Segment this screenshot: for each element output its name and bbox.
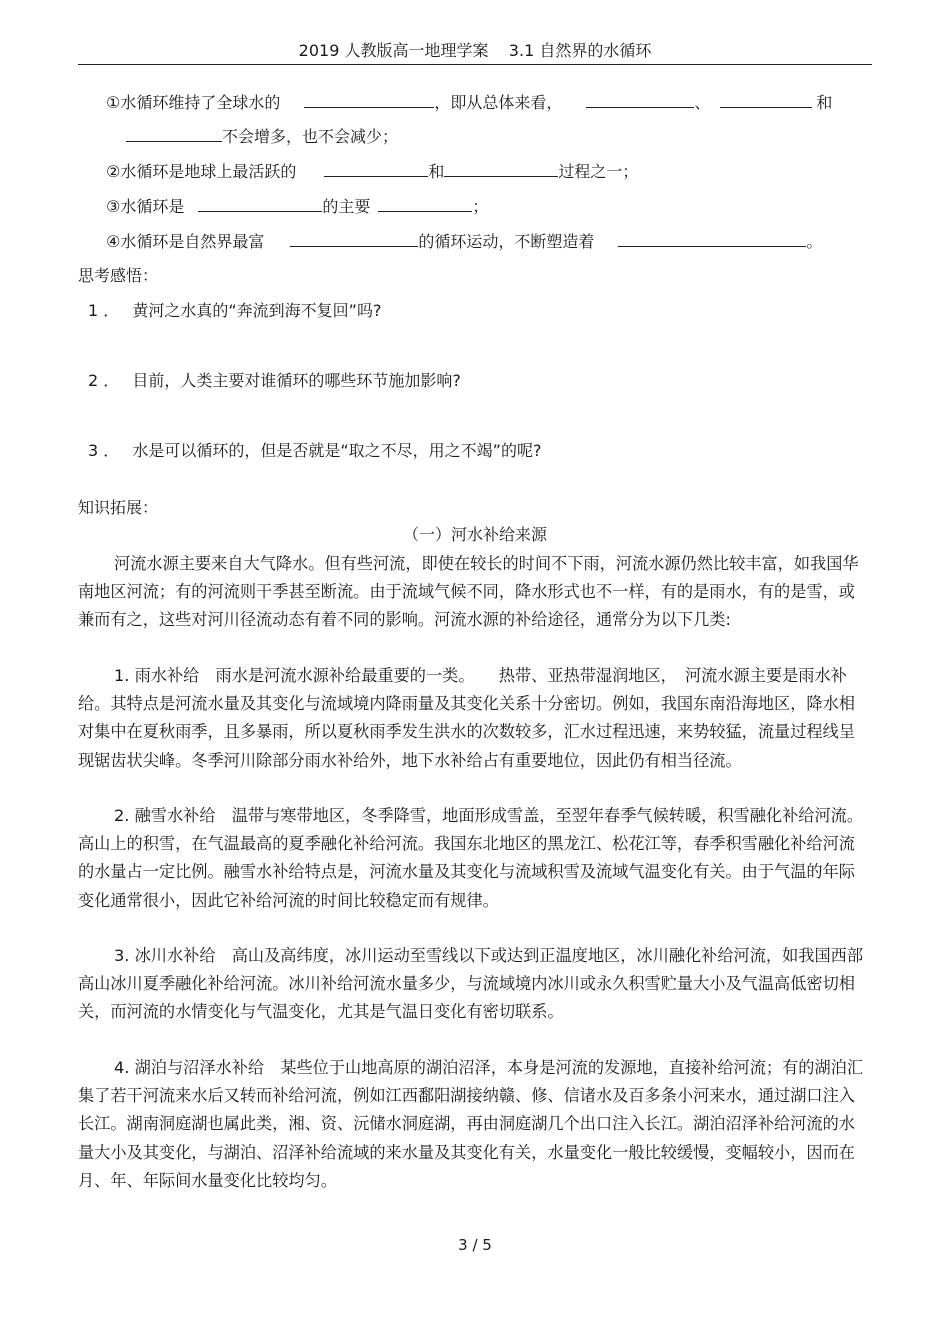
fill-text: 和 [816,93,833,112]
answer-blank[interactable] [378,195,472,212]
question-number: 2 ． [88,371,120,390]
answer-blank[interactable] [304,91,434,108]
fill-text: 的循环运动，不断塑造着 [418,232,595,251]
question-1 [88,300,381,322]
fill-line-3 [106,160,638,183]
page-header: 2019 人教版高一地理学案 3.1 自然界的水循环 [298,41,652,60]
answer-blank[interactable] [586,91,694,108]
item-body: 温带与寒带地区，冬季降雪，地面形成雪盖，至翌年春季气候转暖，积雪融化补给河流。高山上的积雪，在气温最高的夏季融化补给河流。我国东北地区的黑龙江、松花江等，春季积雪融化补给河流的水量占一定比例。融雪水补给特点是，河流水量及其变化与流域积雪及流域气温变化有关。由于气温的年际变化通常很小，因此它补给河流的时间比较稳定而有规律。 [78,806,864,910]
item-body: 雨水是河流水源补给最重要的一类。 热带、亚热带湿润地区， 河流水源主要是雨水补给。其特点是河流水量及其变化与流域境内降雨量及其变化关系十分密切。例如，我国东南沿海地区，降水相对集中在夏秋雨季，且多暴雨，所以夏秋雨季发生洪水的次数较多，汇水过程迅速，来势较猛，流量过程线呈现锯齿状尖峰。冬季河川除部分雨水补给外，地下水补给占有重要地位，因此仍有相当径流。 [78,666,855,770]
header-divider [78,64,872,65]
question-number: 3 ． [88,441,120,460]
fill-text: 、 [694,93,711,112]
question-text: 水是可以循环的，但是否就是“取之不尽，用之不竭”的呢? [132,441,542,460]
item-body: 某些位于山地高原的湖泊沼泽，本身是河流的发源地，直接补给河流；有的湖泊汇集了若干河流来水后又转而补给河流，例如江西鄱阳湖接纳赣、修、信诸水及百多条小河来水，通过湖口注入长江。湖南洞庭湖也属此类，湘、资、沅储水洞庭湖，再由洞庭湖几个出口注入长江。湖泊沼泽补给河流的水量大小及其变化，与湖泊、沼泽补给流域的来水量及其变化有关，水量变化一般比较缓慢，变幅较小，因而在月、年、年际间水量变化比较均匀。 [78,1058,864,1190]
question-text: 目前，人类主要对谁循环的哪些环节施加影响? [132,371,461,390]
question-2 [88,370,461,392]
fill-text: 和 [428,162,445,181]
snowmelt-supply-paragraph [78,802,868,915]
fill-line-2 [126,125,398,148]
section-title: （一）河水补给来源 [402,525,547,544]
item-title: 4. 湖泊与沼泽水补给 [114,1058,265,1077]
item-title: 2. 融雪水补给 [114,806,216,825]
fill-text: 。 [806,232,823,251]
question-text: 黄河之水真的“奔流到海不复回”吗? [132,301,382,320]
answer-blank[interactable] [618,230,806,247]
glacier-supply-paragraph [78,942,868,1027]
intro-paragraph: 河流水源主要来自大气降水。但有些河流，即使在较长的时间不下雨，河流水源仍然比较丰富，如我国华南地区河流；有的河流则干季甚至断流。由于流域气候不同，降水形式也不一样，有的是雨水，有的是雪，或兼而有之，这些对河川径流动态有着不同的影响。河流水源的补给途径，通常分为以下几类: [78,554,859,630]
fill-line-1 [106,91,832,114]
fill-text: ，即从总体来看， [434,93,563,112]
question-number: 1 ． [88,301,120,320]
fill-line-5 [106,230,822,253]
rain-supply-paragraph [78,662,868,775]
item-title: 3. 冰川水补给 [114,946,216,965]
lake-swamp-supply-paragraph [78,1054,868,1195]
question-3 [88,440,541,462]
answer-blank[interactable] [198,195,322,212]
answer-blank[interactable] [324,160,428,177]
fill-text: ④水循环是自然界最富 [106,232,265,251]
fill-text: ； [472,197,489,216]
extension-label: 知识拓展： [78,498,159,517]
item-title: 1. 雨水补给 [114,666,200,685]
fill-text: 过程之一； [558,162,639,181]
page-number: 3 / 5 [458,1236,492,1254]
answer-blank[interactable] [444,160,558,177]
fill-text: 的主要 [322,197,371,216]
fill-text: 不会增多，也不会减少； [222,127,399,146]
answer-blank[interactable] [290,230,418,247]
fill-line-4 [106,195,488,218]
answer-blank[interactable] [720,91,812,108]
item-body: 高山及高纬度，冰川运动至雪线以下或达到正温度地区，冰川融化补给河流，如我国西部高山冰川夏季融化补给河流。冰川补给河流水量多少，与流域境内冰川或永久积雪贮量大小及气温高低密切相关，而河流的水情变化与气温变化，尤其是气温日变化有密切联系。 [78,946,864,1022]
reflection-label: 思考感悟： [78,266,159,285]
fill-text: ①水循环维持了全球水的 [106,93,281,112]
fill-text: ③水循环是 [106,197,185,216]
fill-text: ②水循环是地球上最活跃的 [106,162,297,181]
answer-blank[interactable] [126,125,222,142]
